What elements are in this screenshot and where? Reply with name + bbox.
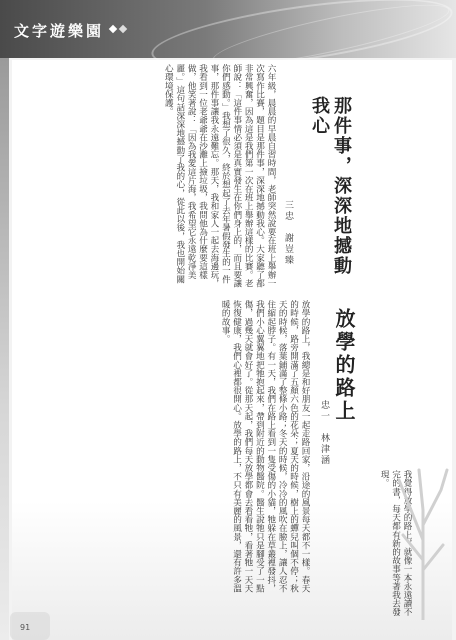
diamond-icon — [119, 25, 127, 33]
article-title: 那件事，深深地撼動我心 — [309, 96, 352, 276]
diamond-icon — [109, 25, 117, 33]
side-band — [0, 58, 9, 640]
article-author: 三忠 謝豈臻 — [283, 200, 293, 266]
article-body: 六年級，晨晨的早晨自習時間，老師突然說要在班上舉辦一次寫作比賽，題目是那件事，深深地撼動我心。大家聽了都非常興奮，因為這是我們第一次在班上舉辦這樣的比賽。老師說：「這件事情必須是真實發生在你們身上的，而且要讓你們感動。」我想了很久，終於想起了去年暑假發生的一件事，那件事讓我永遠難忘。那天，我和家人一起去海邊玩，我看到一位老爺爺在沙灘上撿垃圾，我問他為什麼要這樣做，他笑著說：「因為我愛這片海，我希望它永遠乾淨美麗。」這句話深深地撼動了我的心，從此以後，我也開始關心環境保護。 — [163, 64, 276, 288]
article-author: 忠一 林津涵 — [319, 400, 329, 466]
article-title: 放學的路上 — [332, 308, 356, 423]
section-title: 文字遊樂園 — [14, 22, 105, 40]
page-number: 91 — [20, 623, 31, 632]
tree-illustration — [395, 420, 451, 620]
section-header — [0, 0, 456, 58]
article-body: 放學的路上，我總是和好朋友一起走路回家，沿途的風景每天都不一樣。春天的時候，路旁開滿了五顏六色的花朵；夏天的時候，樹上的蟬兒叫個不停；秋天的時候，落葉鋪滿了整條小路；冬天的時候，冷冷的風吹在臉上，讓人忍不住縮起脖子。有一天，我們在路上看到一隻受傷的小貓，牠躲在草叢裡發抖，我們小心翼翼地把牠抱起來，帶到附近的動物醫院。醫生說牠只是腳受了一點傷，過幾天就會好了。從那天起，我們每天放學都會去看看牠，看著牠一天天恢復健康，我們心裡都很開心。放學的路上，不只有美麗的風景，還有許多溫暖的故事。 — [220, 300, 310, 593]
article-body-continued: 我覺得放學的路上，就像一本永遠讀不完的書，每天都有新的故事等著我去發現。 — [379, 470, 412, 617]
